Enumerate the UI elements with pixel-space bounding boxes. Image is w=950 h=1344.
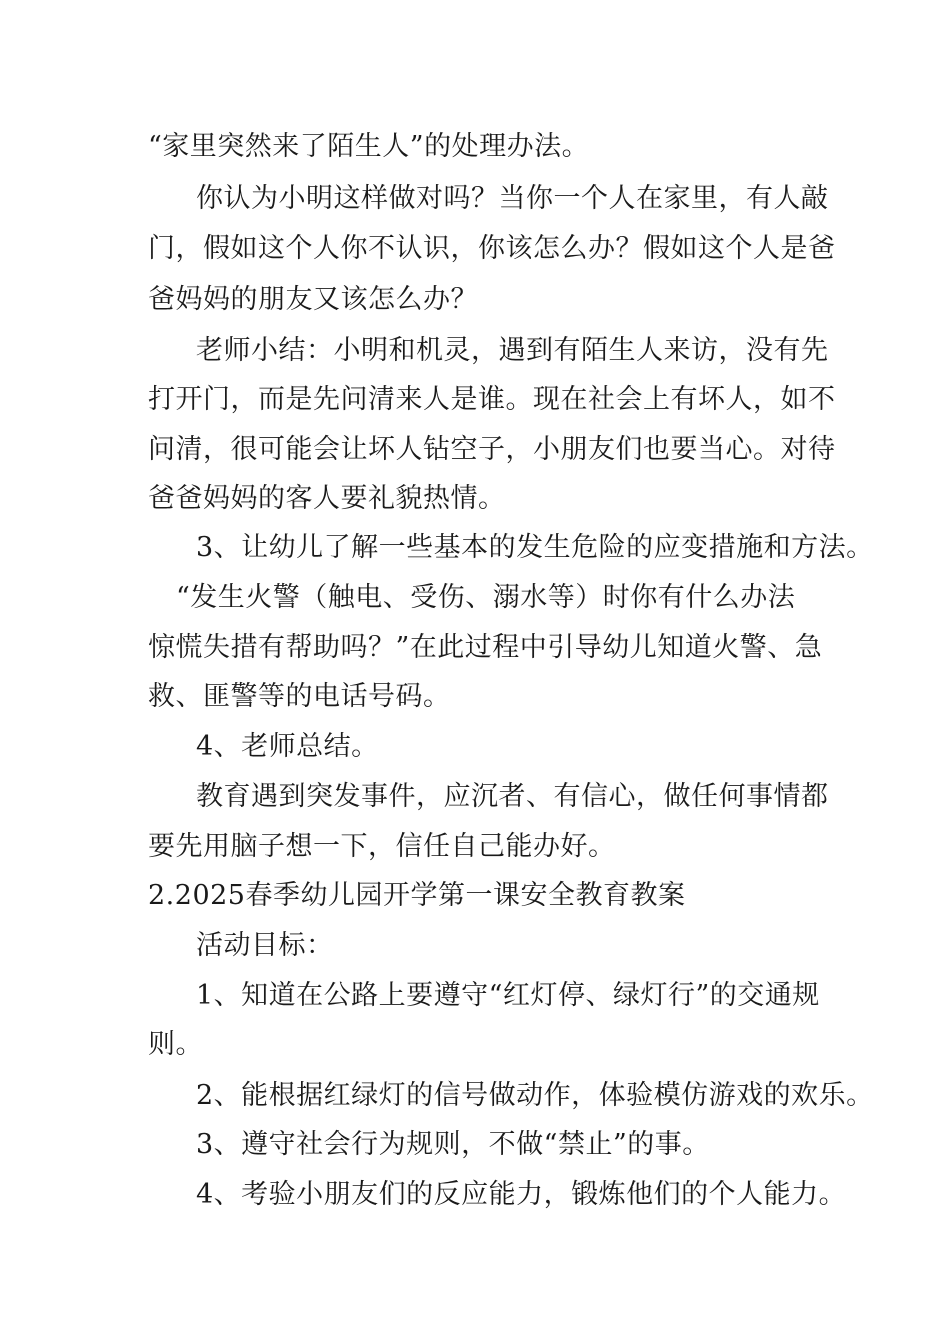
- text-line: 门，假如这个人你不认识，你该怎么办？假如这个人是爸: [148, 233, 836, 264]
- text-line: 4、老师总结。: [196, 731, 379, 762]
- text-line: 救、匪警等的电话号码。: [148, 681, 451, 712]
- text-line: “家里突然来了陌生人”的处理办法。: [148, 131, 590, 162]
- text-line: 活动目标：: [196, 930, 334, 961]
- text-line: 4、考验小朋友们的反应能力，锻炼他们的个人能力。: [196, 1179, 847, 1210]
- text-line: “发生火警（触电、受伤、溺水等）时你有什么办法: [176, 582, 796, 613]
- text-line: 要先用脑子想一下，信任自己能办好。: [148, 831, 616, 862]
- text-line: 问清，很可能会让坏人钻空子，小朋友们也要当心。对待: [148, 434, 836, 465]
- text-line: 教育遇到突发事件，应沉者、有信心，做任何事情都: [196, 781, 829, 812]
- section-heading: 2.2025春季幼儿园开学第一课安全教育教案: [148, 880, 686, 911]
- text-line: 打开门，而是先问清来人是谁。现在社会上有坏人，如不: [148, 384, 836, 415]
- text-line: 3、让幼儿了解一些基本的发生危险的应变措施和方法。: [196, 532, 874, 563]
- text-line: 3、遵守社会行为规则，不做“禁止”的事。: [196, 1129, 710, 1160]
- text-line: 爸妈妈的朋友又该怎么办？: [148, 284, 478, 315]
- text-line: 惊慌失措有帮助吗？”在此过程中引导幼儿知道火警、急: [148, 632, 823, 663]
- text-line: 1、知道在公路上要遵守“红灯停、绿灯行”的交通规: [196, 980, 820, 1011]
- text-line: 2、能根据红绿灯的信号做动作，体验模仿游戏的欢乐。: [196, 1080, 874, 1111]
- text-line: 你认为小明这样做对吗？当你一个人在家里，有人敲: [196, 183, 829, 214]
- text-line: 爸爸妈妈的客人要礼貌热情。: [148, 483, 506, 514]
- text-line: 老师小结：小明和机灵，遇到有陌生人来访，没有先: [196, 335, 829, 366]
- text-line: 则。: [148, 1029, 203, 1060]
